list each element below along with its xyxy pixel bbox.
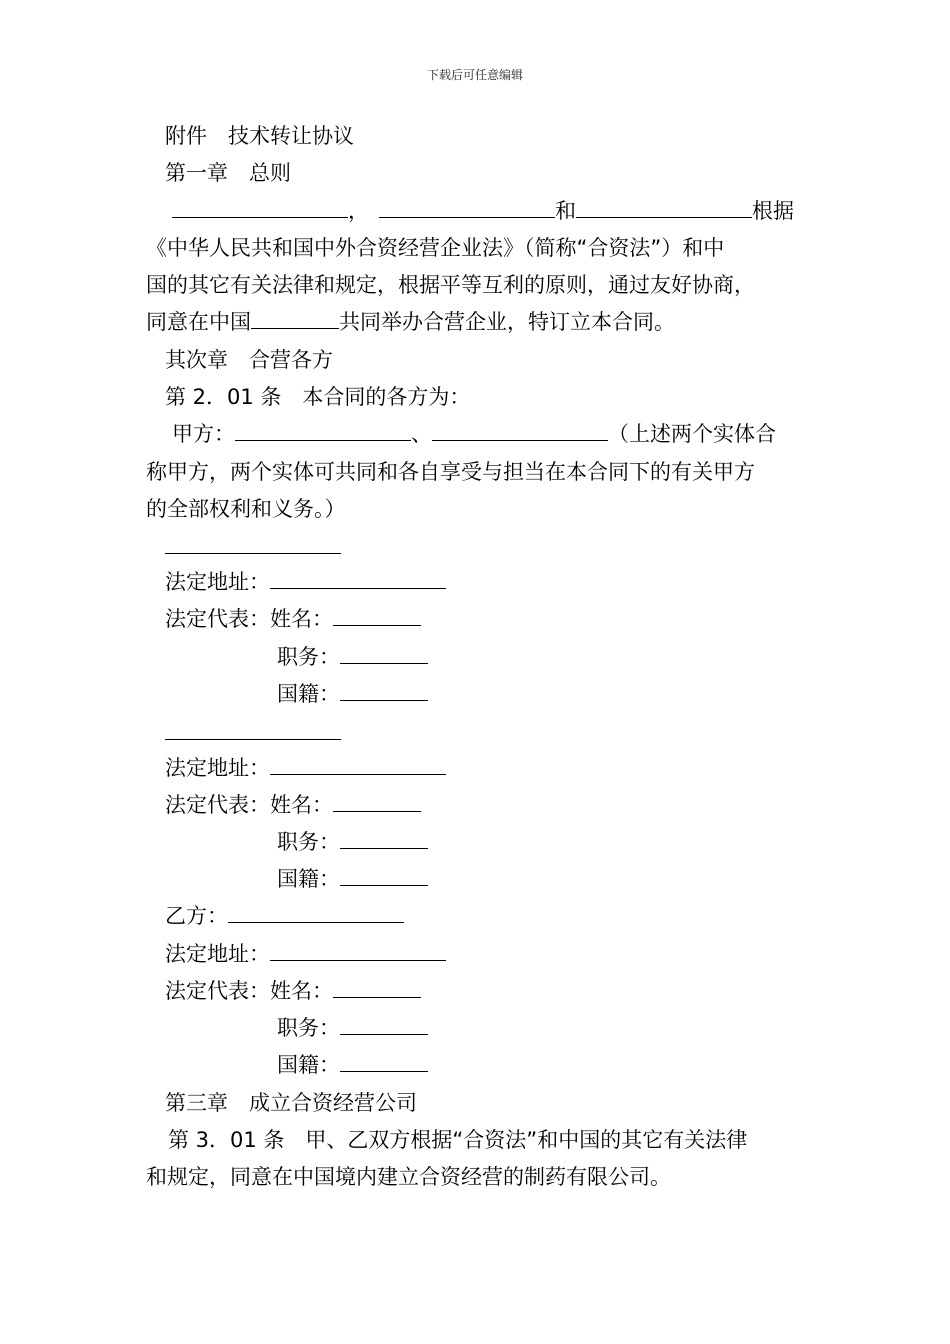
blank-field[interactable] bbox=[340, 828, 428, 849]
blank-field[interactable] bbox=[333, 791, 421, 812]
party-a-line-2: 称甲方，两个实体可共同和各自享受与担当在本合同下的有关甲方 bbox=[146, 460, 755, 484]
party-a-line-3: 的全部权利和义务。） bbox=[146, 497, 346, 521]
nationality-label: 国籍： bbox=[277, 867, 340, 891]
blank-field[interactable] bbox=[165, 533, 341, 554]
chapter-3-heading: 第三章 成立合资经营公司 bbox=[165, 1091, 417, 1115]
party-b-line bbox=[165, 901, 404, 931]
party-b-address bbox=[165, 939, 446, 969]
intro-line-4 bbox=[146, 307, 675, 337]
party-a-label: 甲方： bbox=[172, 422, 235, 446]
blank-field[interactable] bbox=[251, 308, 339, 329]
nationality-label: 国籍： bbox=[277, 682, 340, 706]
blank-field[interactable] bbox=[270, 940, 446, 961]
party-b-nationality bbox=[277, 1050, 428, 1080]
entity-1-position bbox=[277, 642, 428, 672]
party-a-tail: （上述两个实体合 bbox=[608, 422, 776, 446]
and-text: 和 bbox=[555, 199, 576, 223]
entity-2-nationality bbox=[277, 864, 428, 894]
party-b-rep-name bbox=[165, 976, 421, 1006]
name-label: 姓名： bbox=[270, 979, 333, 1003]
comma: ， bbox=[348, 199, 369, 223]
position-label: 职务： bbox=[277, 830, 340, 854]
entity-1-nationality bbox=[277, 679, 428, 709]
appendix-title: 附件 技术转让协议 bbox=[165, 124, 354, 148]
party-b-label: 乙方： bbox=[165, 904, 228, 928]
basis-text: 根据 bbox=[752, 199, 794, 223]
blank-field[interactable] bbox=[333, 977, 421, 998]
chapter-2-heading: 其次章 合营各方 bbox=[165, 348, 333, 372]
blank-field[interactable] bbox=[235, 420, 411, 441]
blank-field[interactable] bbox=[228, 902, 404, 923]
blank-field[interactable] bbox=[270, 754, 446, 775]
intro-line-4-a: 同意在中国 bbox=[146, 310, 251, 334]
blank-field[interactable] bbox=[340, 865, 428, 886]
rep-label: 法定代表： bbox=[165, 793, 270, 817]
entity-2-position bbox=[277, 827, 428, 857]
blank-field[interactable] bbox=[340, 643, 428, 664]
article-2-01: 第 2．01 条 本合同的各方为： bbox=[165, 385, 471, 409]
article-3-01-line-1: 第 3．01 条 甲、乙双方根据“合资法”和中国的其它有关法律 bbox=[168, 1128, 748, 1152]
parties-intro-line bbox=[172, 196, 794, 226]
name-label: 姓名： bbox=[270, 793, 333, 817]
rep-label: 法定代表： bbox=[165, 979, 270, 1003]
blank-field[interactable] bbox=[340, 1014, 428, 1035]
blank-field[interactable] bbox=[270, 568, 446, 589]
address-label: 法定地址： bbox=[165, 570, 270, 594]
address-label: 法定地址： bbox=[165, 756, 270, 780]
blank-field[interactable] bbox=[340, 680, 428, 701]
address-label: 法定地址： bbox=[165, 942, 270, 966]
position-label: 职务： bbox=[277, 645, 340, 669]
intro-line-2: 《中华人民共和国中外合资经营企业法》（简称“合资法”）和中 bbox=[146, 236, 725, 260]
entity-1-address bbox=[165, 567, 446, 597]
name-label: 姓名： bbox=[270, 607, 333, 631]
blank-field[interactable] bbox=[432, 420, 608, 441]
blank-field[interactable] bbox=[172, 197, 348, 218]
entity-2-address bbox=[165, 753, 446, 783]
party-a-line bbox=[172, 419, 776, 449]
entity-2-name-line bbox=[165, 718, 341, 748]
chapter-1-heading: 第一章 总则 bbox=[165, 161, 291, 185]
separator: 、 bbox=[411, 422, 432, 446]
intro-line-4-b: 共同举办合营企业，特订立本合同。 bbox=[339, 310, 675, 334]
blank-field[interactable] bbox=[340, 1051, 428, 1072]
party-b-position bbox=[277, 1013, 428, 1043]
entity-1-rep-name bbox=[165, 604, 421, 634]
entity-1-name-line bbox=[165, 532, 341, 562]
entity-2-rep-name bbox=[165, 790, 421, 820]
blank-field[interactable] bbox=[379, 197, 555, 218]
position-label: 职务： bbox=[277, 1016, 340, 1040]
article-3-01-line-2: 和规定，同意在中国境内建立合资经营的制药有限公司。 bbox=[146, 1165, 671, 1189]
blank-field[interactable] bbox=[576, 197, 752, 218]
rep-label: 法定代表： bbox=[165, 607, 270, 631]
intro-line-3: 国的其它有关法律和规定，根据平等互利的原则，通过友好协商， bbox=[146, 273, 755, 297]
page-header: 下载后可任意编辑 bbox=[426, 68, 523, 82]
blank-field[interactable] bbox=[165, 719, 341, 740]
blank-field[interactable] bbox=[333, 605, 421, 626]
nationality-label: 国籍： bbox=[277, 1053, 340, 1077]
